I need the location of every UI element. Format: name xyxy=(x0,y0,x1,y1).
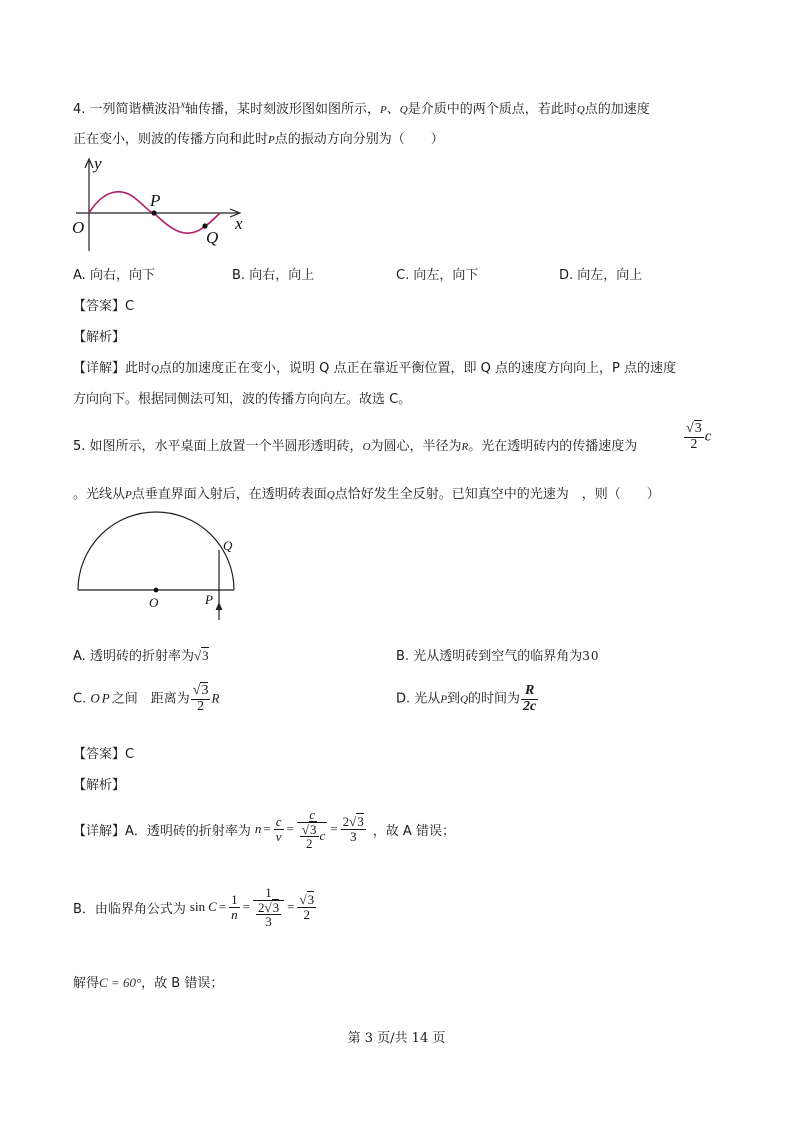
q5-stem-line1: 5. 如图所示，水平桌面上放置一个半圆形透明砖，O为圆心，半径为R。光在透明砖内的传播速度为 xyxy=(73,439,638,454)
q5-detail-a: 【详解】 A．透明砖的折射率为 n = $\frac{c}{v}$ = c $\frac{√3}{2}$ c = $\frac{2√3}{3}$ ，故 A 错误； xyxy=(73,807,455,852)
q4-analysis-label: 【解析】 xyxy=(73,330,126,345)
q4-answer: 【答案】C xyxy=(73,299,135,314)
q4-option-d[interactable]: D. 向左，向上 xyxy=(559,268,643,283)
q5-semicircle-figure xyxy=(72,510,247,628)
q4-option-c[interactable]: C. 向左，向下 xyxy=(396,268,479,283)
q4-option-a[interactable]: A. 向右，向下 xyxy=(73,268,155,283)
q5-solve-line: 解得C = 60°，故 B 错误； xyxy=(73,975,224,991)
q5-analysis-label: 【解析】 xyxy=(73,778,126,793)
q5-option-d[interactable]: D. 光从P到Q的时间为 $\frac{R}{2c}$ xyxy=(396,683,537,714)
point-p-dot xyxy=(151,210,156,215)
o-label: O xyxy=(149,595,159,610)
page-footer: 第 3 页/共 14 页 xyxy=(347,1031,446,1046)
q4-wave-figure xyxy=(70,155,255,255)
ray-arrow-icon xyxy=(216,602,223,610)
y-axis-label: y xyxy=(94,155,102,173)
q4-detail-line2: 方向向下。根据同侧法可知，波的传播方向向左。故选 C。 xyxy=(73,392,412,407)
p-label: P xyxy=(205,592,213,607)
q-label: Q xyxy=(223,538,233,553)
q5-option-a[interactable]: A. 透明砖的折射率为√3 xyxy=(73,648,209,664)
q4-stem-line1: 4. 一列简谐横波沿$^x$轴传播，某时刻波形图如图所示，P、Q是介质中的两个质点，若此时Q点的加速度 xyxy=(73,99,650,117)
x-axis-label: x xyxy=(235,214,243,233)
semicircle-arc xyxy=(78,512,234,590)
q4-option-b[interactable]: B. 向右，向上 xyxy=(232,268,315,283)
center-o-dot xyxy=(154,588,159,593)
q5-option-b[interactable]: B. 光从透明砖到空气的临界角为30 xyxy=(396,649,600,664)
q5-detail-b: B．由临界角公式为 sin C = $\frac{1}{n}$ = $\frac{1}{\frac{2√3}{3}}$ = $\frac{√3}{2}$ xyxy=(73,885,315,930)
q5-speed-expression: $\frac{√3}{2}$ c xyxy=(686,421,712,452)
q5-option-c[interactable]: C. OP之间 距离为 $\frac{√3}{2}$ R xyxy=(73,683,220,714)
y-axis xyxy=(85,159,93,251)
q5-number: 5. xyxy=(73,439,86,454)
q5-stem-line2: 。光线从P点垂直界面入射后，在透明砖表面Q点恰好发生全反射。已知真空中的光速为 ，则（ ） xyxy=(73,487,660,502)
origin-label: O xyxy=(72,218,85,237)
q4-number: 4. xyxy=(73,102,86,117)
q4-detail-line1: 【详解】此时Q点的加速度正在变小，说明 Q 点正在靠近平衡位置，即 Q 点的速度方向向上，P 点的速度 xyxy=(73,361,676,376)
p-label: P xyxy=(150,191,161,210)
q5-answer: 【答案】C xyxy=(73,747,135,762)
q4-stem-line2: 正在变小，则波的传播方向和此时P点的振动方向分别为（ ） xyxy=(73,132,444,147)
q-label: Q xyxy=(206,228,219,247)
